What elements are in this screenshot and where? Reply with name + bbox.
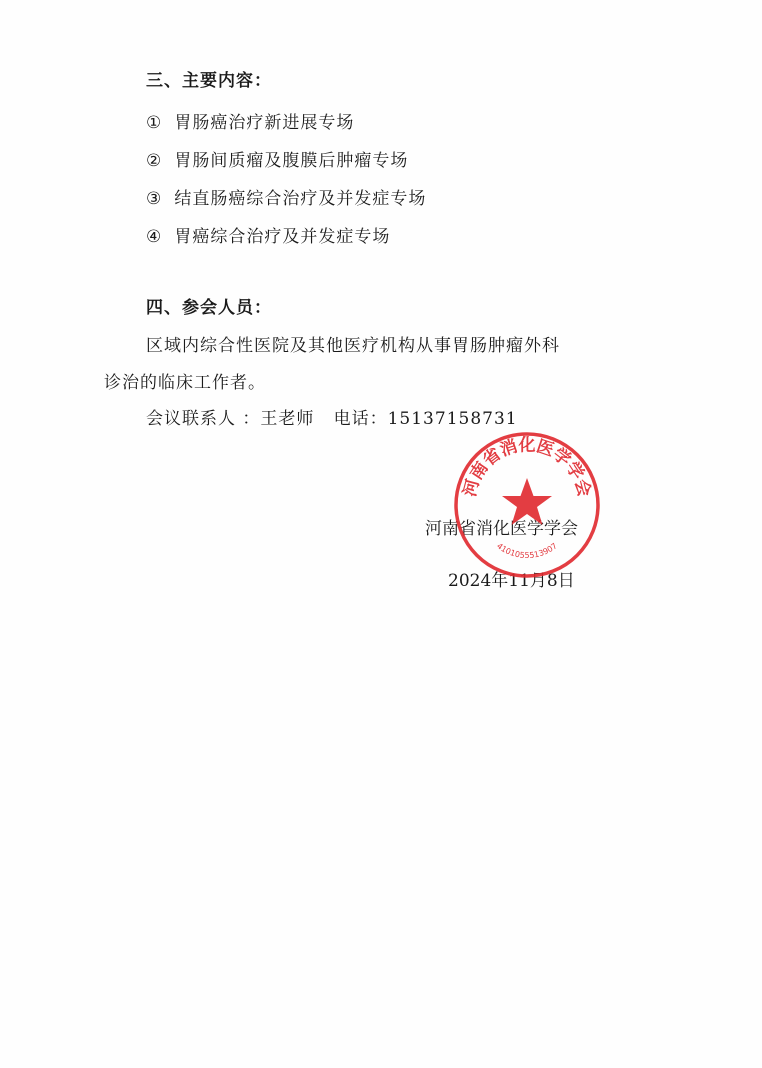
attendees-line-2: 诊治的临床工作者。: [104, 373, 266, 393]
seal-star-icon: [502, 478, 552, 525]
signature-date: 2024年11月8日: [448, 571, 575, 591]
contact-line: 会议联系人 ：王老师 电话：15137158731: [146, 409, 518, 429]
attendees-line-1: 区域内综合性医院及其他医疗机构从事胃肠肿瘤外科: [146, 336, 560, 356]
item-marker: ③: [146, 189, 163, 209]
item-text: 胃肠癌治疗新进展专场: [174, 113, 355, 133]
official-seal: [452, 430, 602, 580]
content-item-4: [146, 226, 390, 248]
section4-heading: 四、参会人员：: [146, 298, 272, 318]
content-item-1: [146, 112, 354, 134]
item-text: 胃肠间质瘤及腹膜后肿瘤专场: [174, 151, 409, 171]
signature-organization: 河南省消化医学学会: [425, 519, 578, 539]
seal-org-text: 河南省消化医学学会: [460, 435, 594, 499]
item-text: 结直肠癌综合治疗及并发症专场: [174, 189, 427, 209]
item-marker: ①: [146, 113, 163, 133]
seal-number: 4101055513907: [495, 541, 559, 561]
item-text: 胃癌综合治疗及并发症专场: [174, 227, 391, 247]
content-item-2: [146, 150, 408, 172]
item-marker: ②: [146, 151, 163, 171]
item-marker: ④: [146, 227, 163, 247]
section3-heading: 三、主要内容：: [146, 71, 272, 91]
content-item-3: [146, 188, 426, 210]
